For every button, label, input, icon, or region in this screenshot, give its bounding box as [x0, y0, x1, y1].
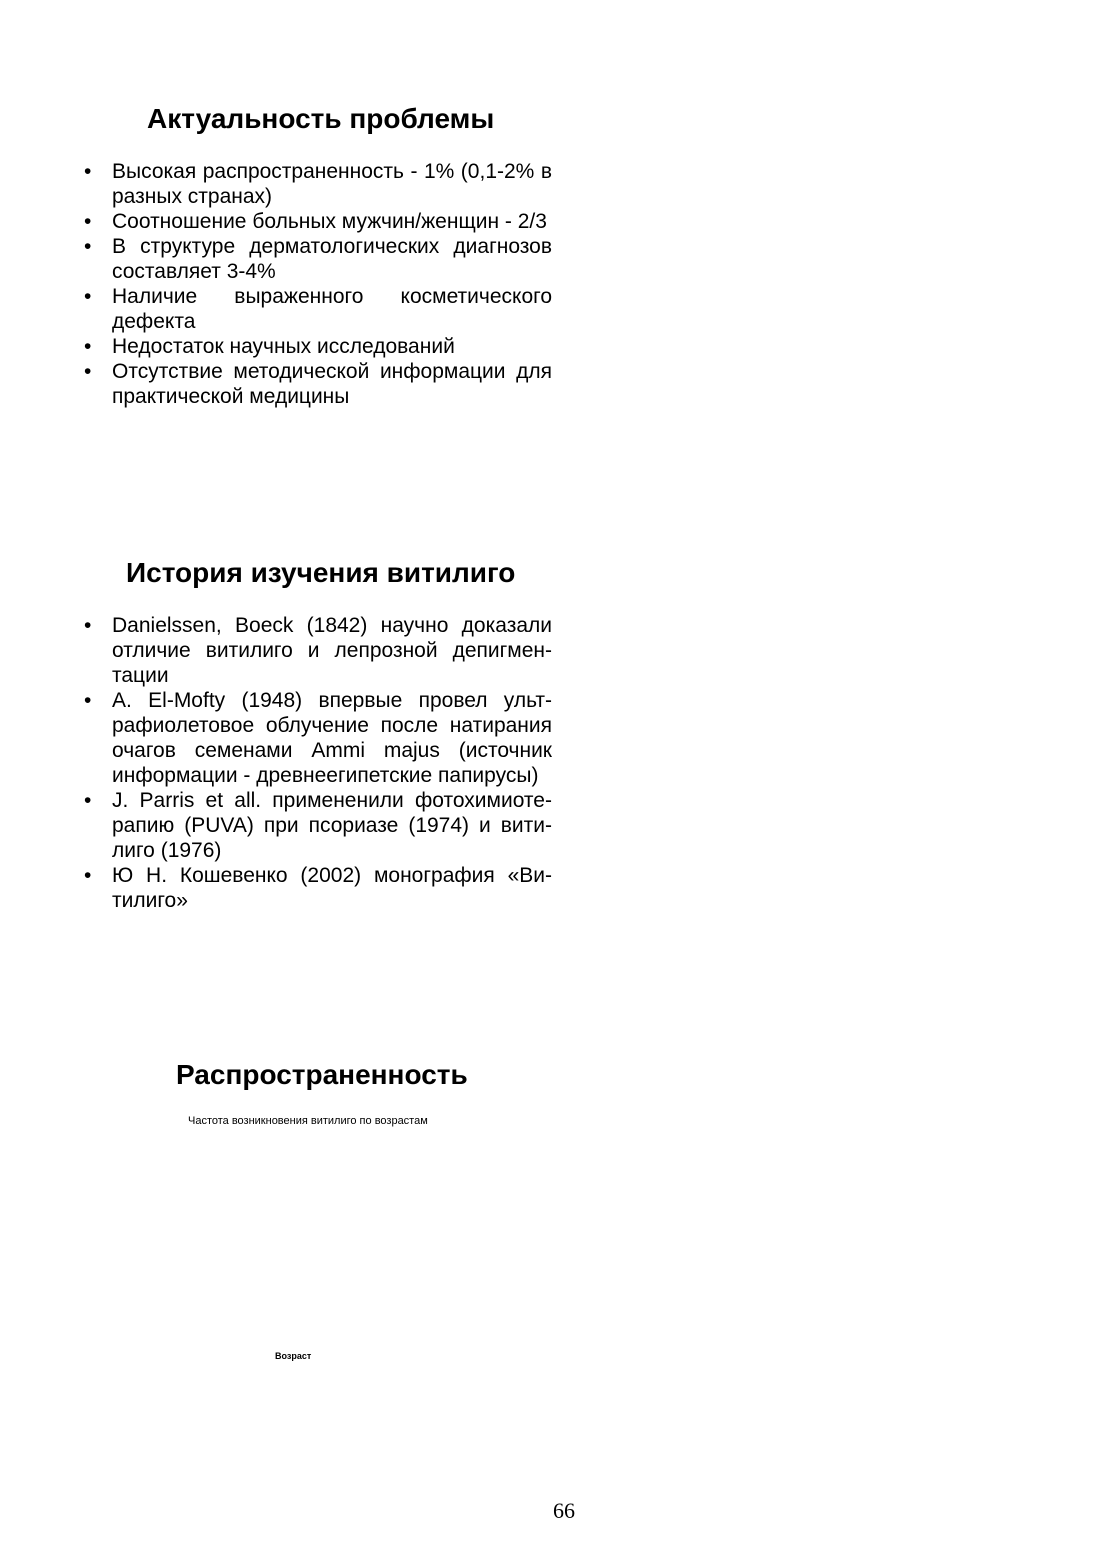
page-number: 66: [553, 1498, 575, 1523]
list-item: • A. El-Mofty (1948) впервые провел ультрафиолетовое облучение после натирания очагов семенами Ammi majus (источник информации - древнеегипетские папирусы): [84, 689, 552, 787]
list-item: • J. Parris et all. примененили фотохимиотерапию (PUVA) при псориазе (1974) и витилиго (1976): [84, 789, 552, 862]
list-item: • Соотношение больных мужчин/женщин - 2/3: [84, 210, 547, 233]
bullet-icon: •: [84, 160, 92, 183]
bullet-icon: •: [84, 285, 92, 308]
axis-label-age: Возраст: [275, 1351, 312, 1361]
section-title-prevalence: Распространенность: [176, 1059, 468, 1090]
bullet-icon: •: [84, 614, 92, 637]
list-item: • Недостаток научных исследований: [84, 335, 455, 358]
bullet-icon: •: [84, 360, 92, 383]
list-item: • Danielssen, Boeck (1842) научно доказали отличие витилиго и лепрозной депигментации: [84, 614, 552, 687]
bullet-icon: •: [84, 789, 92, 812]
list-item: • В структуре дерматологических диагнозов составляет 3-4%: [84, 235, 552, 283]
figure-caption: Частота возникновения витилиго по возрастам: [188, 1115, 428, 1127]
relevance-list: [82, 159, 552, 409]
list-item: • Высокая распространенность - 1% (0,1-2% в разных странах): [84, 160, 552, 208]
bullet-icon: •: [84, 235, 92, 258]
bullet-icon: •: [84, 335, 92, 358]
section-title-history: История изучения витилиго: [126, 557, 516, 588]
figure-area: [182, 1134, 562, 1384]
list-item: • Ю Н. Кошевенко (2002) монография «Витилиго»: [84, 864, 552, 912]
list-item: • Отсутствие методической информации для практической медицины: [84, 360, 552, 408]
list-item: • Наличие выраженного косметического дефекта: [84, 285, 552, 333]
section-title-relevance: Актуальность проблемы: [147, 103, 495, 134]
history-list: [82, 613, 552, 913]
bullet-icon: •: [84, 864, 92, 887]
bullet-icon: •: [84, 689, 92, 712]
bullet-icon: •: [84, 210, 92, 233]
